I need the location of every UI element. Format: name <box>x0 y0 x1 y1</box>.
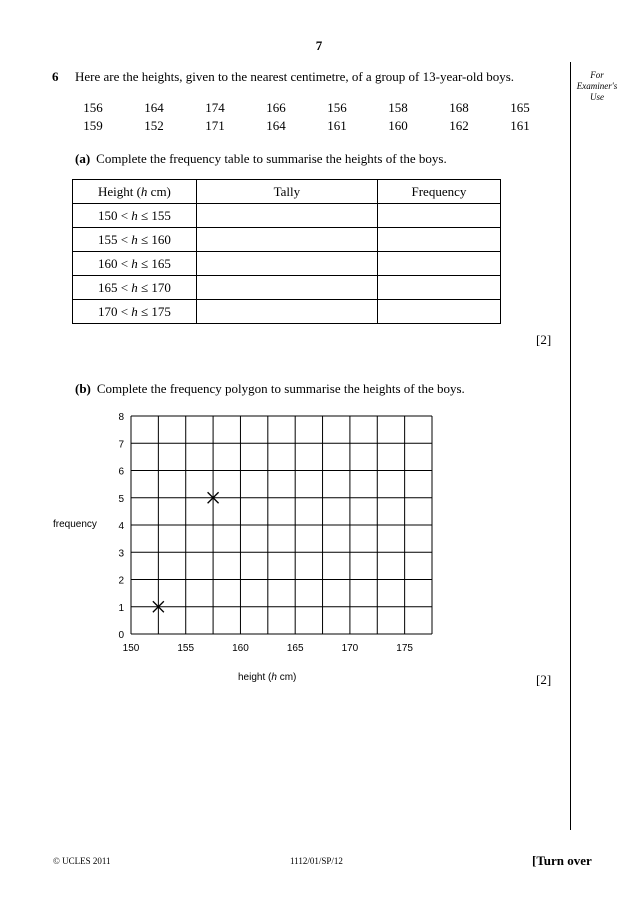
height-value: 171 <box>205 118 225 133</box>
x-tick-label: 155 <box>177 643 195 654</box>
height-value: 152 <box>144 118 164 133</box>
height-value: 161 <box>510 118 530 133</box>
height-interval: 170 < h ≤ 175 <box>73 300 197 324</box>
part-a-heading <box>75 151 447 167</box>
frequency-polygon-chart[interactable] <box>0 400 520 700</box>
paper-code: 1112/01/SP/12 <box>290 856 343 866</box>
y-tick-label: 3 <box>118 548 124 560</box>
height-value: 161 <box>327 118 347 133</box>
part-b-label: (b) <box>75 381 91 396</box>
chart-tick-labels <box>118 412 413 654</box>
examiner-margin-line <box>570 62 571 830</box>
examiner-label-line3: Use <box>590 92 604 102</box>
tally-cell[interactable] <box>196 276 377 300</box>
part-b-heading <box>75 381 465 397</box>
frequency-cell[interactable] <box>377 300 500 324</box>
examiner-label-line1: For <box>590 70 604 80</box>
y-tick-label: 7 <box>118 439 124 451</box>
part-b-marks: [2] <box>536 672 552 687</box>
height-value: 164 <box>144 100 164 115</box>
examiner-use-label <box>572 70 622 103</box>
frequency-table <box>72 179 501 324</box>
page-number: 7 <box>315 38 323 53</box>
tally-cell[interactable] <box>196 300 377 324</box>
x-tick-label: 175 <box>396 643 413 654</box>
height-value: 168 <box>449 100 469 115</box>
question-text: Here are the heights, given to the nearest centimetre, of a group of 13-year-old boys. <box>75 69 515 84</box>
frequency-cell[interactable] <box>377 228 500 252</box>
y-tick-label: 2 <box>118 575 124 587</box>
y-tick-label: 5 <box>118 493 124 505</box>
frequency-cell[interactable] <box>377 276 500 300</box>
table-row <box>73 228 501 252</box>
y-tick-label: 8 <box>118 412 124 423</box>
x-tick-label: 170 <box>341 643 359 654</box>
part-a-label: (a) <box>75 151 91 166</box>
y-axis-label: frequency <box>53 519 97 530</box>
tally-cell[interactable] <box>196 252 377 276</box>
part-b-text: Complete the frequency polygon to summarise the heights of the boys. <box>96 381 465 396</box>
header-frequency: Frequency <box>377 180 500 204</box>
x-tick-label: 150 <box>122 643 140 654</box>
y-tick-label: 0 <box>118 630 124 641</box>
y-tick-label: 4 <box>118 521 124 532</box>
height-value: 166 <box>266 100 286 115</box>
part-a-text: Complete the frequency table to summarise the heights of the boys. <box>96 151 447 166</box>
x-tick-label: 165 <box>286 643 304 654</box>
height-value: 174 <box>205 100 225 115</box>
turn-over: [Turn over <box>532 853 592 868</box>
tally-cell[interactable] <box>196 204 377 228</box>
height-interval: 155 < h ≤ 160 <box>73 228 197 252</box>
height-value: 158 <box>388 100 408 115</box>
height-value: 164 <box>266 118 286 133</box>
table-row <box>73 300 501 324</box>
frequency-cell[interactable] <box>377 204 500 228</box>
frequency-cell[interactable] <box>377 252 500 276</box>
height-interval: 160 < h ≤ 165 <box>73 252 197 276</box>
table-header-row <box>73 180 501 204</box>
part-a-marks: [2] <box>536 332 552 347</box>
y-tick-label: 1 <box>118 602 124 614</box>
x-tick-label: 160 <box>232 643 249 654</box>
table-row <box>73 276 501 300</box>
height-value: 165 <box>510 100 530 115</box>
table-row <box>73 252 501 276</box>
height-value: 156 <box>327 100 347 115</box>
copyright: © UCLES 2011 <box>53 856 111 866</box>
examiner-label-line2: Examiner's <box>576 81 618 91</box>
header-height: Height (h cm) <box>73 180 197 204</box>
chart-grid <box>131 416 432 634</box>
x-axis-label: height (h cm) <box>238 672 297 683</box>
header-tally: Tally <box>196 180 377 204</box>
tally-cell[interactable] <box>196 228 377 252</box>
height-value: 159 <box>83 118 103 133</box>
y-tick-label: 6 <box>118 466 124 478</box>
height-interval: 150 < h ≤ 155 <box>73 204 197 228</box>
height-interval: 165 < h ≤ 170 <box>73 276 197 300</box>
height-value: 162 <box>449 118 469 133</box>
question-number: 6 <box>52 69 59 84</box>
table-row <box>73 204 501 228</box>
height-value: 156 <box>83 100 103 115</box>
height-value: 160 <box>388 118 408 133</box>
